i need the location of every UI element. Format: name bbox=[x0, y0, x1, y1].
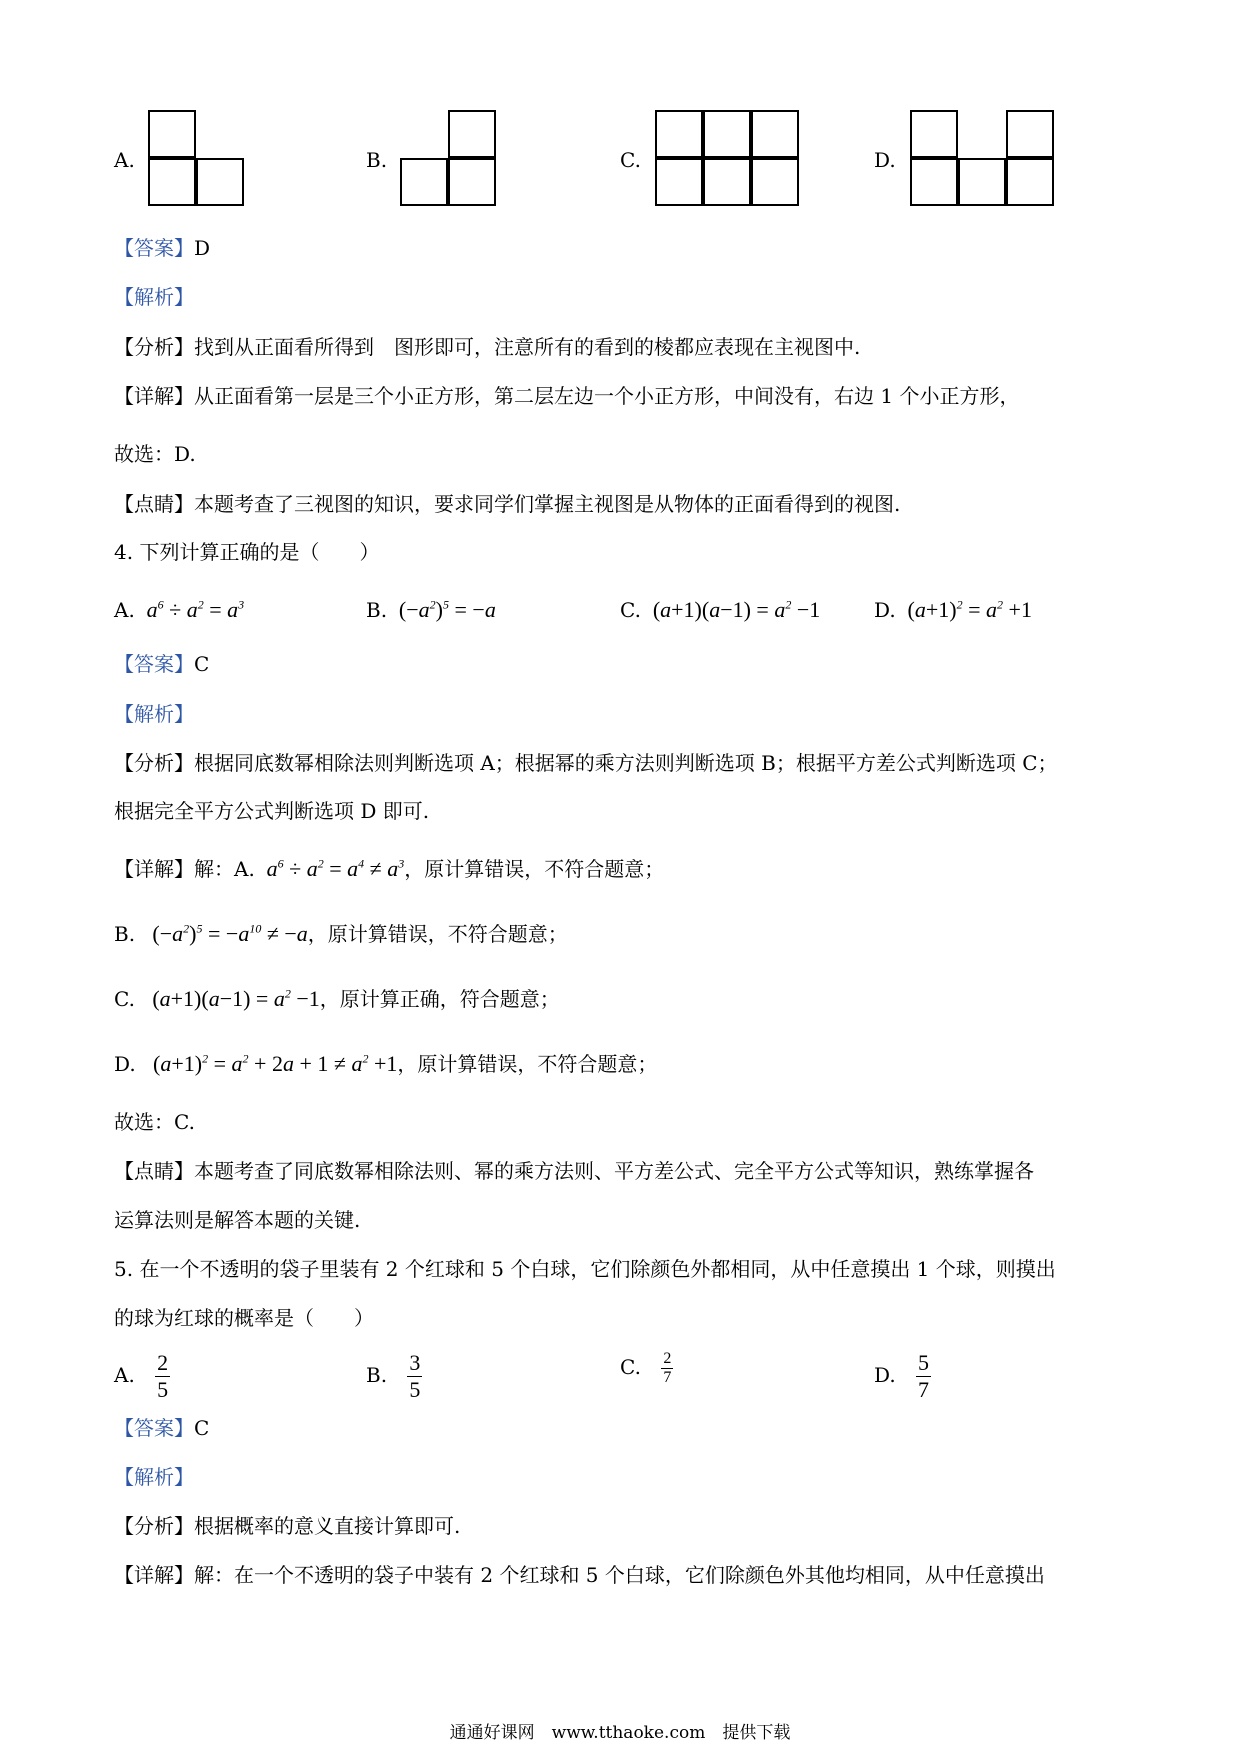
dianjing-tag: 【点睛】 bbox=[114, 1159, 194, 1183]
q5-option-d-label: D. bbox=[874, 1363, 896, 1387]
jiexi-tag: 【解析】 bbox=[114, 702, 194, 726]
q4-guxuan: 故选：C. bbox=[114, 1110, 195, 1134]
q4-fenxi-line-2: 根据完全平方公式判断选项 D 即可. bbox=[114, 799, 430, 823]
page-footer: 通通好课网 www.tthaoke.com 提供下载 bbox=[449, 1723, 791, 1743]
q4-step-c-text: ，原计算正确，符合题意； bbox=[319, 987, 560, 1011]
q3-fenxi-line bbox=[114, 333, 860, 361]
q4-option-c-formula: $(a+1)(a-1) = a^2 -1$ bbox=[652, 597, 821, 622]
q4-step-c-formula: $(a+1)(a-1) = a^2 -1$ bbox=[152, 986, 320, 1011]
q4-dianjing-line-1 bbox=[114, 1157, 1034, 1185]
numerator: 2 bbox=[157, 1350, 169, 1375]
q4-option-c bbox=[620, 596, 820, 624]
q4-option-b bbox=[366, 596, 496, 624]
q5-answer-line bbox=[114, 1414, 209, 1442]
q3-option-b-figure bbox=[400, 110, 500, 210]
q5-stem-1: 5. 在一个不透明的袋子里装有 2 个红球和 5 个白球，它们除颜色外都相同，从中任意摸出 1 个球，则摸出 bbox=[114, 1257, 1056, 1281]
fenxi-tag: 【分析】 bbox=[114, 335, 194, 359]
q4-jiexi-line bbox=[114, 700, 194, 728]
q4-dianjing-text-1: 本题考查了同底数幂相除法则、幂的乘方法则、平方差公式、完全平方公式等知识，熟练掌握各 bbox=[194, 1159, 1034, 1183]
q4-option-a-formula: $a^6 \div a^2 = a^3$ bbox=[141, 597, 245, 622]
q4-step-b bbox=[114, 920, 568, 948]
q3-answer-line bbox=[114, 234, 210, 262]
q5-answer: C bbox=[194, 1416, 210, 1440]
q5-xiangjie-text: 解：在一个不透明的袋子中装有 2 个红球和 5 个白球，它们除颜色外其他均相同，从中任意摸出 bbox=[194, 1563, 1045, 1587]
q4-step-a-text: ，原计算错误，不符合题意； bbox=[404, 857, 665, 881]
q3-option-c-figure bbox=[655, 110, 805, 210]
q4-step-c-label: C. bbox=[114, 987, 135, 1011]
q5-stem-2: 的球为红球的概率是（ ） bbox=[114, 1306, 374, 1330]
fenxi-tag: 【分析】 bbox=[114, 1514, 194, 1538]
q3-dianjing-text: 本题考查了三视图的知识，要求同学们掌握主视图是从物体的正面看得到的视图. bbox=[194, 492, 901, 516]
q4-step-d-label: D. bbox=[114, 1052, 136, 1076]
q3-option-c-label: C. bbox=[620, 148, 641, 172]
q4-xiangjie-prefix: 解：A. bbox=[194, 857, 255, 881]
q4-answer: C bbox=[194, 652, 210, 676]
jiexi-tag: 【解析】 bbox=[114, 285, 194, 309]
q5-option-a bbox=[114, 1350, 170, 1403]
q5-option-b bbox=[366, 1350, 422, 1403]
q4-option-a bbox=[114, 596, 244, 624]
q5-option-c bbox=[620, 1350, 673, 1387]
q4-option-c-label: C. bbox=[620, 598, 641, 622]
q5-option-c-label: C. bbox=[620, 1355, 641, 1379]
numerator: 3 bbox=[409, 1350, 421, 1375]
q4-fenxi-text-1: 根据同底数幂相除法则判断选项 A；根据幂的乘方法则判断选项 B；根据平方差公式判断选项 C； bbox=[194, 751, 1058, 775]
answer-tag: 【答案】 bbox=[114, 236, 194, 260]
q3-xiangjie-text: 从正面看第一层是三个小正方形，第二层左边一个小正方形，中间没有，右边 1 个小正方形， bbox=[194, 384, 1020, 408]
q5-option-a-fraction bbox=[155, 1350, 170, 1403]
q4-fenxi-line-1 bbox=[114, 749, 1058, 777]
q4-step-a-formula: $a^6 \div a^2 = a^4 \ne a^3$ bbox=[261, 856, 405, 881]
denominator: 7 bbox=[663, 1369, 672, 1386]
q4-step-c bbox=[114, 985, 560, 1013]
numerator: 5 bbox=[918, 1350, 930, 1375]
q5-xiangjie-line bbox=[114, 1561, 1045, 1589]
q5-option-d-fraction bbox=[916, 1350, 931, 1403]
q4-option-d-label: D. bbox=[874, 598, 896, 622]
q3-option-d-figure bbox=[910, 110, 1060, 210]
q4-step-b-formula: $(-a^2)^5 = -a^{10} \ne -a$ bbox=[152, 921, 308, 946]
q3-option-a-label: A. bbox=[114, 148, 135, 172]
q4-stem: 4. 下列计算正确的是（ ） bbox=[114, 540, 380, 564]
q5-option-b-fraction bbox=[407, 1350, 422, 1403]
q4-option-b-label: B. bbox=[366, 598, 388, 622]
q4-step-b-text: ，原计算错误，不符合题意； bbox=[307, 922, 568, 946]
q3-guxuan: 故选：D. bbox=[114, 442, 196, 466]
q4-step-d-text: ，原计算错误，不符合题意； bbox=[397, 1052, 658, 1076]
q3-fenxi-text: 找到从正面看所得到 图形即可，注意所有的看到的棱都应表现在主视图中. bbox=[194, 335, 861, 359]
q4-step-a bbox=[114, 855, 664, 883]
q3-xiangjie-line bbox=[114, 382, 1019, 410]
q5-option-c-fraction bbox=[661, 1350, 673, 1387]
q5-fenxi-line bbox=[114, 1512, 460, 1540]
numerator: 2 bbox=[663, 1350, 672, 1367]
q4-dianjing-line-2: 运算法则是解答本题的关键. bbox=[114, 1208, 361, 1232]
q5-jiexi-line bbox=[114, 1463, 194, 1491]
q4-answer-line bbox=[114, 650, 209, 678]
dianjing-tag: 【点睛】 bbox=[114, 492, 194, 516]
q3-jiexi-line bbox=[114, 283, 194, 311]
q5-option-a-label: A. bbox=[114, 1363, 135, 1387]
xiangjie-tag: 【详解】 bbox=[114, 857, 194, 881]
q3-option-b-label: B. bbox=[366, 148, 388, 172]
q3-option-d-label: D. bbox=[874, 148, 896, 172]
answer-tag: 【答案】 bbox=[114, 652, 194, 676]
jiexi-tag: 【解析】 bbox=[114, 1465, 194, 1489]
q3-answer: D bbox=[194, 236, 211, 260]
q3-option-a-figure bbox=[148, 110, 248, 210]
q4-step-d-formula: $(a+1)^2 = a^2 + 2a + 1 \ne a^2 +1$ bbox=[153, 1051, 398, 1076]
q3-dianjing-line bbox=[114, 490, 900, 518]
q4-option-b-formula: $(-a^2)^5 = -a$ bbox=[398, 597, 496, 622]
denominator: 5 bbox=[157, 1377, 169, 1402]
q5-fenxi-text: 根据概率的意义直接计算即可. bbox=[194, 1514, 461, 1538]
xiangjie-tag: 【详解】 bbox=[114, 384, 194, 408]
denominator: 5 bbox=[409, 1377, 421, 1402]
answer-tag: 【答案】 bbox=[114, 1416, 194, 1440]
q4-step-b-label: B. bbox=[114, 922, 136, 946]
q5-option-b-label: B. bbox=[366, 1363, 388, 1387]
denominator: 7 bbox=[918, 1377, 930, 1402]
q5-option-d bbox=[874, 1350, 931, 1403]
q4-step-d bbox=[114, 1050, 657, 1078]
fenxi-tag: 【分析】 bbox=[114, 751, 194, 775]
q4-option-d bbox=[874, 596, 1032, 624]
xiangjie-tag: 【详解】 bbox=[114, 1563, 194, 1587]
q4-option-a-label: A. bbox=[114, 598, 135, 622]
q4-option-d-formula: $(a+1)^2 = a^2 +1$ bbox=[907, 597, 1032, 622]
